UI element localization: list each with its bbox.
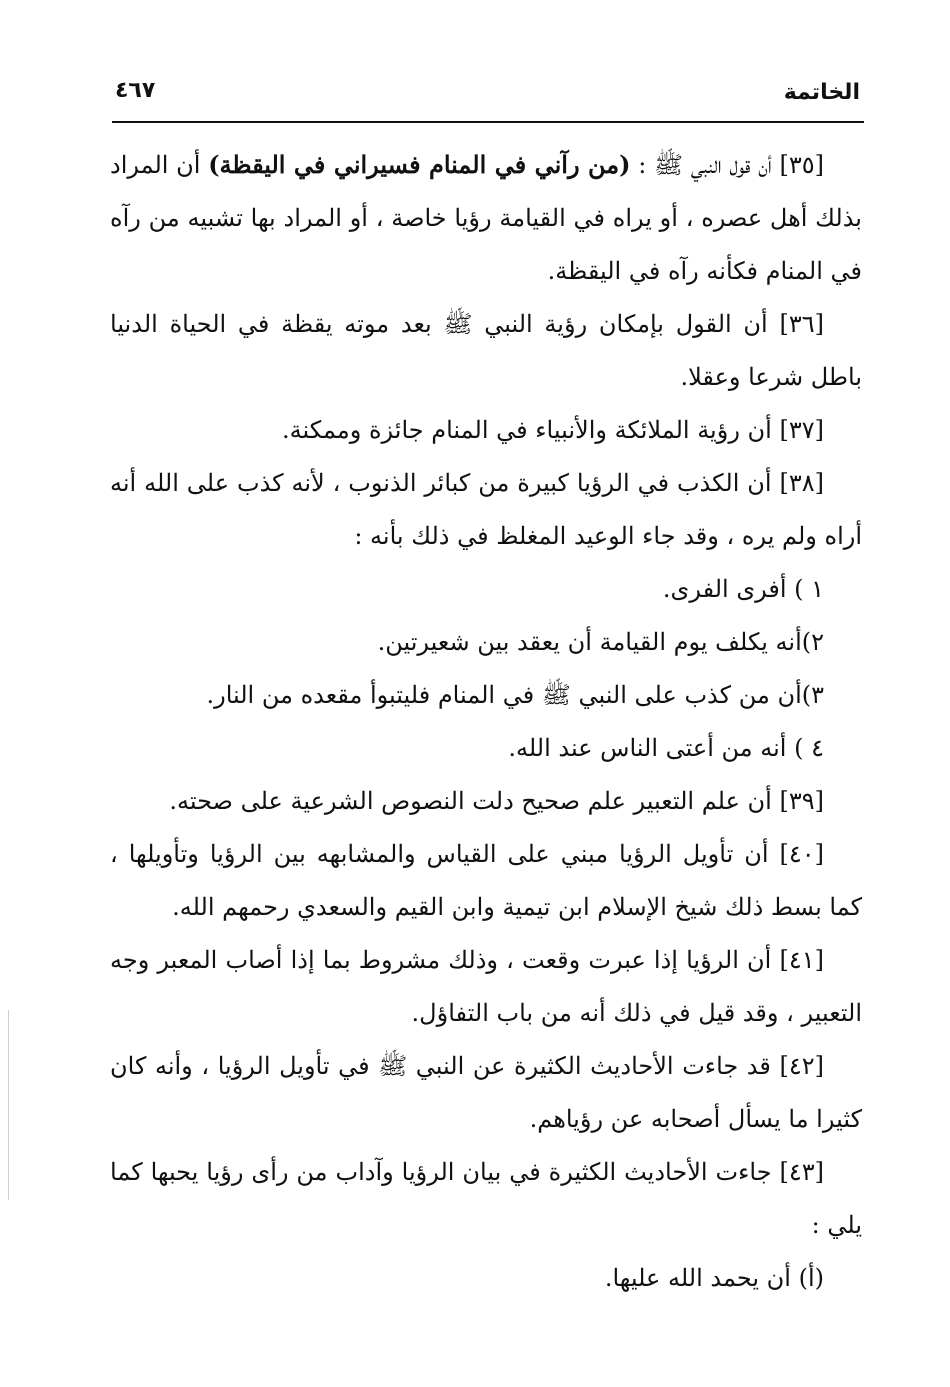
paragraph-text: أن المراد بذلك أهل عصره ، أو يراه في القيامة رؤيا خاصة ، أو المراد بها تشبيه من رآه في المنام فكأنه رآه في اليقظة.: [110, 151, 862, 285]
paragraph-41: [٤١] أن الرؤيا إذا عبرت وقعت ، وذلك مشروط بما إذا أصاب المعبر وجه التعبير ، وقد قيل في ذلك أنه من باب التفاؤل.: [110, 946, 862, 1027]
paragraph-number: [٣٥]: [779, 151, 824, 179]
paragraph-38: [٣٨] أن الكذب في الرؤيا كبيرة من كبائر الذنوب ، لأنه كذب على الله أنه أراه ولم يره ، وقد جاء الوعيد المغلظ في ذلك بأنه :: [110, 469, 862, 550]
chapter-title: الخاتمة: [783, 80, 860, 105]
paragraph-36: [٣٦] أن القول بإمكان رؤية النبي ﷺ بعد موته يقظة في الحياة الدنيا باطل شرعا وعقلا.: [110, 310, 862, 391]
paragraph-40: [٤٠] أن تأويل الرؤيا مبني على القياس والمشابهه بين الرؤيا وتأويلها ، كما بسط ذلك شيخ الإسلام ابن تيمية وابن القيم والسعدي رحمهم الله.: [110, 840, 862, 921]
list-item: (أ) أن يحمد الله عليها.: [604, 1264, 824, 1292]
paragraph-35: [110, 138, 862, 298]
paragraph-42: [٤٢] قد جاءت الأحاديث الكثيرة عن النبي ﷺ في تأويل الرؤيا ، وأنه كان كثيرا ما يسأل أصحابه عن رؤياهم.: [110, 1052, 862, 1133]
paragraph-39: [٣٩] أن علم التعبير علم صحيح دلت النصوص الشرعية على صحته.: [169, 787, 824, 815]
list-item: ٣)أن من كذب على النبي ﷺ في المنام فليتبوأ مقعده من النار.: [206, 681, 824, 709]
list-item: ٢)أنه يكلف يوم القيامة أن يعقد بين شعيرتين.: [377, 628, 824, 656]
list-item: ٤ ) أنه من أعتى الناس عند الله.: [508, 734, 824, 762]
page-body: [110, 138, 862, 1305]
list-item: ١ ) أفرى الفرى.: [662, 575, 824, 603]
paragraph-text: أن قول النبي ﷺ :: [630, 151, 780, 179]
header-rule: [112, 121, 864, 123]
hadith-quote: (من رآني في المنام فسيراني في اليقظة): [208, 150, 631, 179]
page-number: ٤٦٧: [115, 78, 156, 103]
paragraph-43: [٤٣] جاءت الأحاديث الكثيرة في بيان الرؤيا وآداب من رأى رؤيا يحبها كما يلي :: [110, 1158, 862, 1239]
scan-margin-line: [8, 1010, 9, 1200]
paragraph-37: [٣٧] أن رؤية الملائكة والأنبياء في المنام جائزة وممكنة.: [282, 416, 824, 444]
